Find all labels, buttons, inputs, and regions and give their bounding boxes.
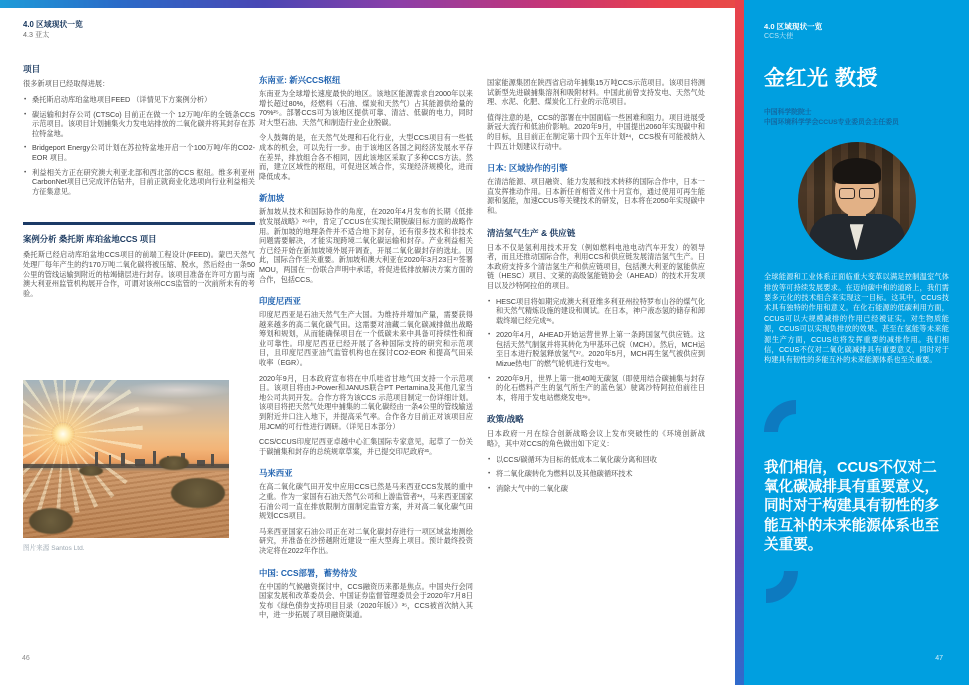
- projects-heading: 项目: [23, 64, 41, 75]
- heading-southeast-asia: 东南亚: 新兴CCS枢纽: [259, 75, 341, 85]
- paragraph: 在清洁能源、项目融资、能力发展和技术转移的国际合作中，日本一直发挥推动作用。日本新任首相菅义伟十月宣布，通过使用可再生能源和氢能，加速CCUS等关键技术的研发，日本将在2050年实现碳中和。: [487, 177, 705, 215]
- paragraph: 马来西亚国家石油公司正在对二氧化碳封存进行一项区域盆地测绘研究，并准备在沙捞越附近建设一座大型海上项目。预计最终投资决定将在2022年作出。: [259, 526, 473, 555]
- heading-malaysia: 马来西亚: [259, 468, 293, 479]
- paragraph: 国家能源集团在陕西省启动年捕集15万吨CCS示范项目。该项目将测试新型先进碳捕集溶剂和吸附材料。中国此前曾支持发电、天然气处理、水泥、化肥、煤炭化工行业的示范项目。: [487, 78, 705, 107]
- heading-china: 中国: CCS部署，蓄势待发: [259, 567, 358, 578]
- case-study-box: [23, 222, 255, 552]
- list-item: • 2020年4月，AHEAD开始运营世界上第一条跨国氢气供应链。这包括天然气制氢并将其转化为甲基环己烷（MCH）。然后，MCH运至日本进行脱氢释放氢气³⁷。2020年5月，MCH再生氢气被供应到Mizue热电厂的燃气轮机进行发电³⁸。: [487, 330, 705, 368]
- photo-horizon: [23, 464, 229, 468]
- ambassador-title-line: 中国环境科学学会CCUS专业委员会主任委员: [764, 119, 899, 126]
- list-item: • 碳运输和封存公司 (CTSCo) 目前正在做一个 12万吨/年的全链条CCS示范项目。该项目计划捕集火力发电站排放的二氧化碳并将其封存在苏拉特盆地。: [23, 110, 255, 139]
- page-number-left: 46: [22, 655, 30, 662]
- section-label: 4.0 区域现状一览: [23, 20, 83, 29]
- quote-open-icon: [764, 400, 798, 434]
- subsection-label: 4.3 亚太: [23, 30, 50, 40]
- ambassador-photo: [798, 142, 916, 260]
- paragraph: CCS/CCUS印度尼西亚卓越中心汇集国际专家意见，起草了一份关于碳捕集和封存的总统规章草案，并已提交印尼政府³¹。: [259, 437, 473, 456]
- right-column: [487, 78, 705, 498]
- heading-indonesia: 印度尼西亚: [259, 296, 301, 307]
- paragraph: 日本不仅是氢利用技术开发（例如燃料电池电动汽车开发）的领导者，而且还推动国际合作，利用CCS和供应链发展清洁氢气生产。日本政府支持多个清洁氢生产和供应链项目，包括澳大利亚的氢能供应链（HESC）项目、文莱的高级氢能链协会（AHEAD）的技术开发项目以及沙特阿拉伯的项目。: [487, 242, 705, 290]
- case-study-photo: [23, 380, 229, 538]
- hydrogen-list: [487, 297, 705, 403]
- heading-policy-strategy: 政策/战略: [487, 414, 524, 425]
- photo-caption: 图片来源 Santos Ltd.: [23, 545, 85, 553]
- policy-list: [487, 455, 705, 494]
- top-gradient-bar: [0, 0, 737, 8]
- ambassador-bio: 全球能源和工业体系正面临重大变革以满足控制温室气体排放等可持续发展要求。在迈向碳中和的道路上，我们需要多元化的技术组合来实现这一目标。这其中，CCUS技术具有独特的作用和意义。在化石能源的低碳利用方面，CCUS可以大规模减排的作用已经被证实。对生物质能源，CCUS可以实现负排放的效果。甚至在氢能等未来能源生产方面，CCUS也将发挥重要的减排作用。我们相信，CCUS不仅对二氧化碳减排具有重要意义，同时对于构建具有韧性的多能互补的未来能源体系也至关重要。: [764, 272, 949, 365]
- list-item: • 消除大气中的二氧化碳: [487, 484, 705, 494]
- paragraph: 印度尼西亚是石油天然气生产大国。为维持并增加产量，需要获得越来越多的高二氧化碳气田。这需要对油藏二氧化碳减排做出战略筹划和规划，从而能确保项目在一个低碳未来中具备可持续性和商业可靠性。印度尼西亚已经开展了各种国际支持的研究和示范项目，且印度尼西亚油气监管机构也在探讨CO2-EOR 和提高气田采收率（EGR）。: [259, 310, 473, 368]
- projects-intro: 很多新项目已经取得进展：: [23, 79, 110, 89]
- ambassador-panel: [744, 0, 969, 685]
- page-header: [23, 20, 255, 39]
- panel-section-label: 4.0 区域现状一览: [764, 22, 823, 31]
- paragraph: 新加坡从技术和国际协作的角度，在2020年4月发布的长期《低排放发展战略》²⁶中，肯定了CCUS在实现长期脱碳目标方面的战略作用。新加坡的地理条件并不适合地下封存，还有很多技术和非技术问题需要解决，才能实现跨境二氧化碳运输和封存。产业利益相关方已经开始在新加坡境外展开调查，开展二氧化碳封存的选址。因此，国际合作至关重要。新加坡和澳大利亚在2020年3月23日²⁷签署MOU，两国在一份联合声明中承诺，将促进低排放解决方案方面的合作，包括CCS。: [259, 207, 473, 284]
- projects-list: [23, 95, 255, 196]
- paragraph: 东南亚为全球增长速度最快的地区。该地区能源需求自2000年以来增长超过80%，烃燃料（石油、煤炭和天然气）占其能源供给量的70%²⁵。部署CCS可为该地区提供可靠、清洁、低碳的电力，同时对大型石油、天然气和制造行业企业脱碳。: [259, 89, 473, 127]
- case-study-body: 桑托斯已经启动库珀盆地CCS项目的前端工程设计(FEED)。蒙巴天然气处理厂每年产生的约170万吨二氧化碳将被压缩、脱水，然后经由一条50公里的管线运输到附近的枯竭储层进行封存。该项目准备在许可方面与南澳大利亚州监管机构展开合作，可谓对该州CCS监管的一次前所未有的考验。: [23, 250, 255, 298]
- pull-quote: 我们相信，CCUS不仅对二氧化碳减排具有重要意义，同时对于构建具有韧性的多能互补的未来能源体系也至关重要。: [764, 459, 940, 553]
- list-item: • Bridgeport Energy公司计划在苏拉特盆地开启一个100万吨/年的CO2-EOR 项目。: [23, 143, 255, 162]
- left-column: [23, 20, 255, 552]
- avatar-glasses: [839, 188, 875, 198]
- ambassador-titles: [764, 108, 949, 128]
- list-item: • 利益相关方正在研究澳大利亚北部和西北部的CCS 枢纽。维多利亚州CarbonNet项目已完成评估钻井，目前正就商业化选项向行业利益相关方征集意见。: [23, 168, 255, 197]
- list-item: • 2020年9月，世界上第一批40吨无碳氢（即使用结合碳捕集与封存的化石燃料产生的氢气所生产的蓝色氢）驶离沙特阿拉伯前往日本，将用于发电站燃烧发电³⁹。: [487, 374, 705, 403]
- paragraph: 令人鼓舞的是，在天然气处理和石化行业，大型CCS项目有一些低成本的机会，可以先行一步。由于该地区各国之间经济发展水平存在差异，排放组合各不相同，因此该地区采取了多种CCS方法。然而，建立区域性的枢纽，可促进区域合作，实现经济规模化，进而降低成本。: [259, 133, 473, 181]
- panel-subsection-label: CCS大使: [764, 32, 794, 41]
- case-study-title: 案例分析 桑托斯 库珀盆地CCS 项目: [23, 234, 157, 245]
- page-number-right: 47: [935, 655, 943, 662]
- paragraph: 在高二氧化碳气田开发中应用CCS已然是马来西亚CCS发展的重中之重。作为一家国有石油天然气公司和上游监管者³⁴，马来西亚国家石油公司一直在排放限制方面制定监管方案，并对高二氧化碳气田规划CCS项目。: [259, 482, 473, 521]
- list-item: • 以CCS/碳循环为目标的低成本二氧化碳分离和回收: [487, 455, 705, 465]
- paragraph: 在中国的气候融资探讨中，CCS融资历来都是焦点。中国央行会同国家发展和改革委员会、中国证券监督管理委员会于2020年7月8日发布《绿色债券支持项目目录（2020年版）》³⁵，CCS被首次纳入其中，进一步拓展了项目融资渠道。: [259, 581, 473, 620]
- side-gradient-bar: [735, 0, 744, 685]
- avatar-hair: [833, 158, 881, 184]
- list-item: • HESC项目将如期完成澳大利亚维多利亚州拉特罗布山谷的煤气化和天然气精炼设施的建设和调试。在日本，神户液态氢的储存和卸载终端已经完成³⁶。: [487, 297, 705, 326]
- heading-clean-hydrogen: 清洁氢气生产 & 供应链: [487, 227, 576, 238]
- paragraph: 日本政府一月在综合创新战略会议上发布突破性的《环境创新战略》，其中对CCS的角色做出如下定义：: [487, 429, 705, 449]
- quote-close-icon: [764, 569, 798, 603]
- paragraph: 2020年9月，日本政府宣布将在中爪哇省甘地气田支持一个示范项目。该项目将由J-Power和JANUS联合PT Pertamina及其他几家当地公司共同开发。合作方将为该CCS 示范项目制定一份详细计划。该项目将把天然气处理中捕集的二氧化碳经由一条4公里的管线输送到附近井口注入地下，并提高采气率。合作各方目前正对该项目应用JCM的可行性进行调研。（详见日本部分）: [259, 373, 473, 431]
- heading-japan: 日本: 区域协作的引擎: [487, 163, 568, 174]
- list-item: • 桑托斯启动库珀盆地项目FEED （详情见下方案例分析）: [23, 95, 255, 105]
- heading-singapore: 新加坡: [259, 193, 285, 204]
- ambassador-name: 金红光 教授: [764, 66, 878, 90]
- list-item: • 将二氧化碳转化为燃料以及其他碳循环技术: [487, 469, 705, 479]
- middle-column: [259, 74, 473, 626]
- ambassador-title-line: 中国科学院院士: [764, 108, 812, 116]
- paragraph: 值得注意的是，CCS的部署在中国面临一些困难和阻力。项目进展受新冠大流行和低油价影响。2020年9月，中国提出2060年实现碳中和的目标，且目前正在制定第十四个五年计划²⁴，CCS极有可能被纳入十四五计划建议行动中。: [487, 112, 705, 151]
